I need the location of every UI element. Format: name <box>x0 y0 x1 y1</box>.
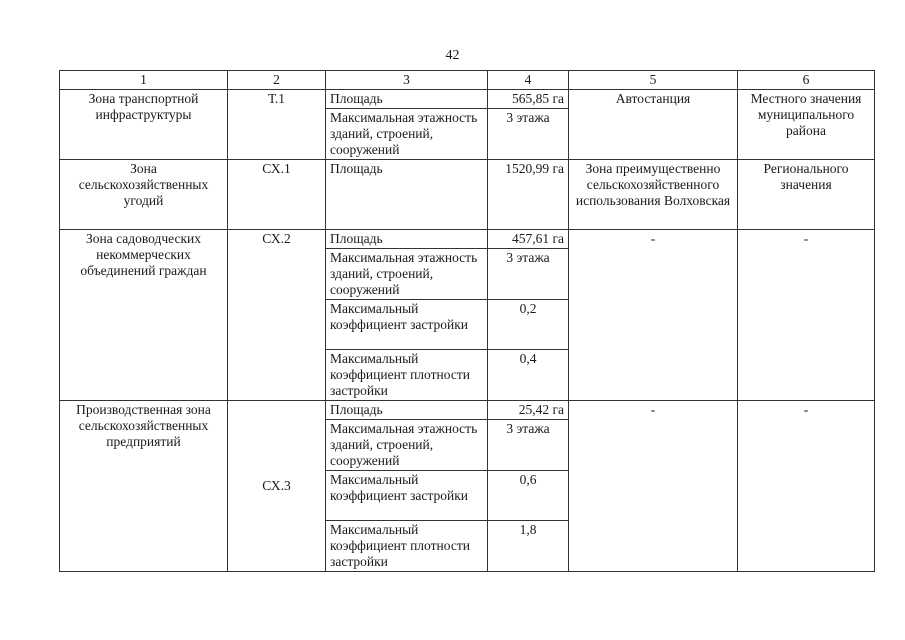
zone-col5: - <box>569 401 738 572</box>
param-name: Максимальная этажность зданий, строений, сооружений <box>326 249 488 300</box>
zone-code: Т.1 <box>228 90 326 160</box>
param-name: Максимальный коэффициент плотности застройки <box>326 521 488 572</box>
page-number: 42 <box>445 48 460 63</box>
param-name: Площадь <box>326 230 488 249</box>
zone-code: СХ.1 <box>228 160 326 230</box>
zone-col6: Регионального значения <box>738 160 875 230</box>
header-cell: 5 <box>569 71 738 90</box>
param-value: 1,8 <box>488 521 569 572</box>
param-name: Максимальный коэффициент плотности застройки <box>326 350 488 401</box>
zone-col6: - <box>738 230 875 401</box>
table-row <box>60 230 875 249</box>
param-value: 0,4 <box>488 350 569 401</box>
header-cell: 3 <box>326 71 488 90</box>
header-row <box>60 71 875 90</box>
param-value: 3 этажа <box>488 249 569 300</box>
param-value: 457,61 га <box>488 230 569 249</box>
param-value: 0,2 <box>488 300 569 350</box>
table-row <box>60 401 875 420</box>
param-name: Максимальный коэффициент застройки <box>326 300 488 350</box>
zone-col6: - <box>738 401 875 572</box>
param-value: 565,85 га <box>488 90 569 109</box>
param-value: 3 этажа <box>488 109 569 160</box>
param-name: Максимальная этажность зданий, строений, сооружений <box>326 420 488 471</box>
zone-code: СХ.3 <box>228 401 326 572</box>
param-value: 25,42 га <box>488 401 569 420</box>
zones-table <box>59 70 875 572</box>
zone-code: СХ.2 <box>228 230 326 401</box>
header-cell: 1 <box>60 71 228 90</box>
zone-name: Зона садоводческих некоммерческих объединений граждан <box>60 230 228 401</box>
zone-col6: Местного значения муниципального района <box>738 90 875 160</box>
zone-col5: Зона преимущественно сельскохозяйственного использования Волховская <box>569 160 738 230</box>
param-name: Площадь <box>326 90 488 109</box>
param-name: Максимальный коэффициент застройки <box>326 471 488 521</box>
table-row <box>60 160 875 230</box>
zone-name: Производственная зона сельскохозяйственных предприятий <box>60 401 228 572</box>
param-value: 1520,99 га <box>488 160 569 230</box>
param-name: Площадь <box>326 401 488 420</box>
header-cell: 4 <box>488 71 569 90</box>
param-name: Площадь <box>326 160 488 230</box>
header-cell: 6 <box>738 71 875 90</box>
zone-col5: Автостанция <box>569 90 738 160</box>
param-value: 3 этажа <box>488 420 569 471</box>
param-value: 0,6 <box>488 471 569 521</box>
table-row <box>60 90 875 109</box>
zone-col5: - <box>569 230 738 401</box>
zone-name: Зона транспортной инфраструктуры <box>60 90 228 160</box>
param-name: Максимальная этажность зданий, строений, сооружений <box>326 109 488 160</box>
zone-name: Зона сельскохозяйственных угодий <box>60 160 228 230</box>
header-cell: 2 <box>228 71 326 90</box>
